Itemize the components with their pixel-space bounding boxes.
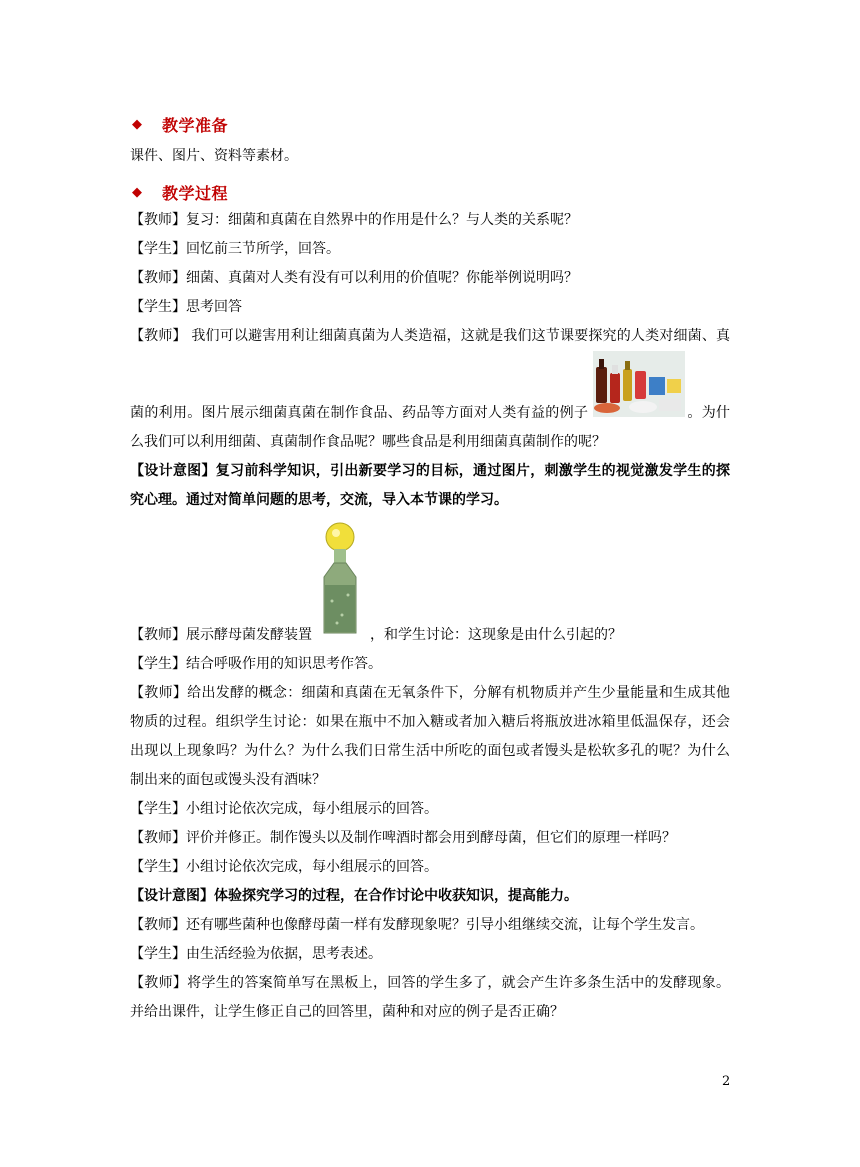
paragraph-text: 【教师】展示酵母菌发酵装置 xyxy=(130,627,312,643)
paragraph: 【学生】思考回答 xyxy=(130,299,242,315)
diamond-icon: ◆ xyxy=(132,184,142,200)
section-title: 教学过程 xyxy=(162,183,229,203)
paragraph: 【教师】给出发酵的概念：细菌和真菌在无氧条件下，分解有机物质并产生少量能量和生成其他物质的过程。组织学生讨论：如果在瓶中不加入糖或者加入糖后将瓶放进冰箱里低温保存，还会出现以上现象吗？为什么？为什么我们日常生活中所吃的面包或者馒头是松软多孔的呢？为什么制出来的面包或馒头没有酒味？ xyxy=(130,685,730,788)
page-content xyxy=(130,108,730,1027)
paragraph: 【学生】结合呼吸作用的知识思考作答。 xyxy=(130,656,382,672)
paragraph: 【教师】将学生的答案简单写在黑板上，回答的学生多了，就会产生许多条生活中的发酵现象。并给出课件，让学生修正自己的回答里，菌种和对应的例子是否正确？ xyxy=(130,975,730,1020)
paragraph: 【教师】细菌、真菌对人类有没有可以利用的价值呢？你能举例说明吗？ xyxy=(130,270,578,286)
paragraph: 【教师】复习：细菌和真菌在自然界中的作用是什么？与人类的关系呢？ xyxy=(130,212,578,228)
paragraph: 【学生】小组讨论依次完成，每小组展示的回答。 xyxy=(130,801,438,817)
paragraph: 【学生】由生活经验为依据，思考表述。 xyxy=(130,946,382,962)
section-title: 教学准备 xyxy=(162,115,229,135)
paragraph-text: 。为什么我们可以利用细菌、真菌制作食品呢？哪些食品是利用细菌真菌制作的呢？ xyxy=(130,405,731,450)
food-products-image xyxy=(593,351,685,428)
paragraph: 【学生】回忆前三节所学，回答。 xyxy=(130,241,340,257)
design-intent-paragraph: 【设计意图】体验探究学习的过程，在合作讨论中收获知识，提高能力。 xyxy=(130,888,578,904)
page-number: 2 xyxy=(722,1074,731,1089)
paragraph xyxy=(130,322,730,457)
fermentation-bottle-image xyxy=(312,521,368,650)
paragraph xyxy=(130,521,730,650)
paragraph: 【学生】小组讨论依次完成，每小组展示的回答。 xyxy=(130,859,438,875)
section-heading-process xyxy=(130,178,730,206)
section-heading-prep xyxy=(130,110,730,138)
diamond-icon: ◆ xyxy=(132,116,142,132)
design-intent-paragraph: 【设计意图】复习前科学知识，引出新要学习的目标，通过图片，刺激学生的视觉激发学生的探究心理。通过对简单问题的思考，交流，导入本节课的学习。 xyxy=(130,463,730,508)
paragraph-text: 【教师】 我们可以避害用利让细菌真菌为人类造福，这就是我们这节课要探究的人类对细菌、真菌的利用。图片展示细菌真菌在制作食品、药品等方面对人类有益的例子 xyxy=(130,328,730,421)
paragraph: 课件、图片、资料等素材。 xyxy=(130,148,298,164)
paragraph: 【教师】还有哪些菌种也像酵母菌一样有发酵现象呢？引导小组继续交流，让每个学生发言。 xyxy=(130,917,704,933)
paragraph-text: ，和学生讨论：这现象是由什么引起的？ xyxy=(370,627,622,643)
paragraph: 【教师】评价并修正。制作馒头以及制作啤酒时都会用到酵母菌，但它们的原理一样吗？ xyxy=(130,830,676,846)
